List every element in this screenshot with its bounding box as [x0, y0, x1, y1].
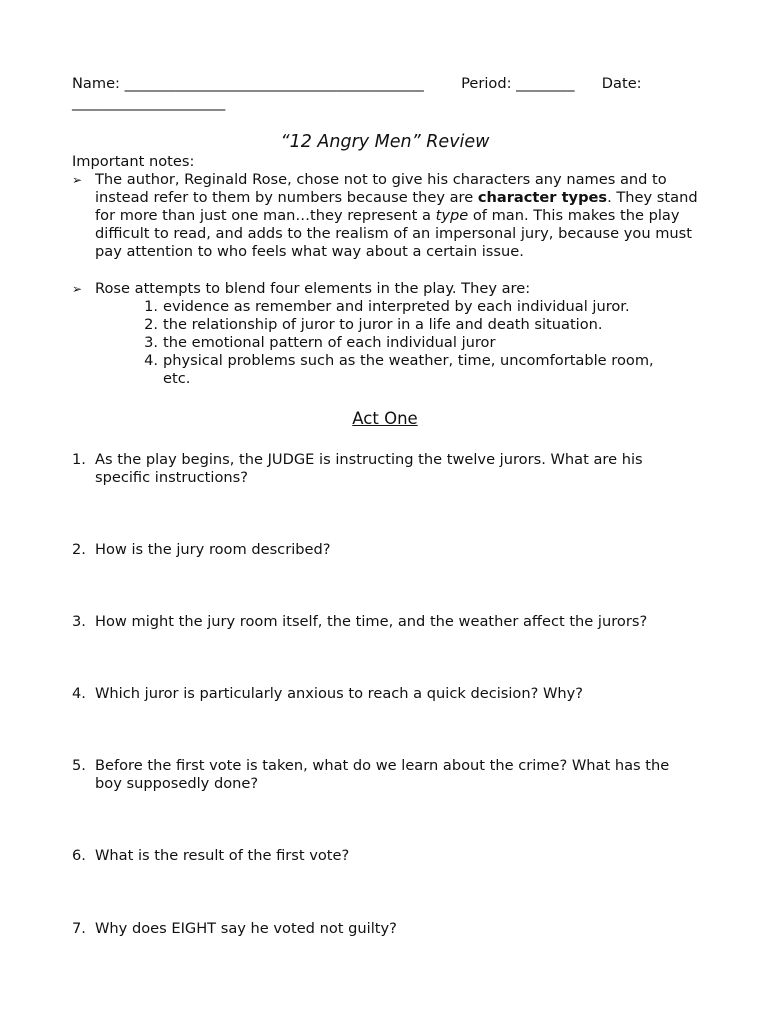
worksheet-page: Name: _________________________________________ Period: ________ Date: _____________________ “12 Angry Men” Review Important notes: ➢ The author, Reginald Rose, chose not to give his characters any names and to instead refer to them by numbers because they are character types. They stand for more than just one man…they represent a type of man. This makes the play difficult to read, and adds to the realism of an impersonal jury, because you must pay attention to who feels what way about a certain issue. ➢ Rose attempts to blend four elements in the play. They are: 1. evidence as remember and interpreted by each individual juror. 2. the relationship of juror to juror in a life and death situation. 3. the emotional pattern of each individual juror 4. physical problems such as the weather, time, uncomfortable room, etc. Act One 1. As the play begins, the JUDGE is instructing the twelve jurors. What are his specific instructions? 2. How is the jury room described? 3. How might the jury room itself, the time, and the weather affect the jurors? 4. Which juror is particularly anxious to reach a quick decision? Why? 5. Before the first vote is taken, what do we learn about the crime? What has the boy supposedly done? 6. What is the result of the first vote? 7. Why does EIGHT say he voted not guilty?: [0, 0, 770, 1024]
note-bullet: [72, 171, 702, 261]
note-bullet: [72, 280, 702, 298]
note-text: The author, Reginald Rose, chose not to give his characters any names and to instead refer to them by numbers because they are character types. They stand for more than just one man…they represent a type of man. This makes the play difficult to read, and adds to the realism of an impersonal jury, because you must pay attention to who feels what way about a certain issue.: [95, 171, 698, 260]
header-row: [72, 75, 642, 93]
page-title: “12 Angry Men” Review: [280, 132, 490, 152]
notes-label: Important notes:: [72, 153, 195, 170]
note-text: Rose attempts to blend four elements in the play. They are:: [95, 280, 531, 297]
date-field-label: Date:: [601, 75, 642, 92]
arrow-bullet-icon: ➢: [72, 173, 83, 187]
date-blank-line: _____________________: [72, 94, 226, 111]
name-field-label: Name: _________________________________________: [72, 75, 424, 92]
section-heading: Act One: [352, 409, 418, 428]
emphasis-bold: character types: [477, 189, 608, 206]
arrow-bullet-icon: ➢: [72, 282, 83, 296]
emphasis-italic: type: [435, 207, 469, 224]
period-field-label: Period: ________: [461, 75, 575, 92]
